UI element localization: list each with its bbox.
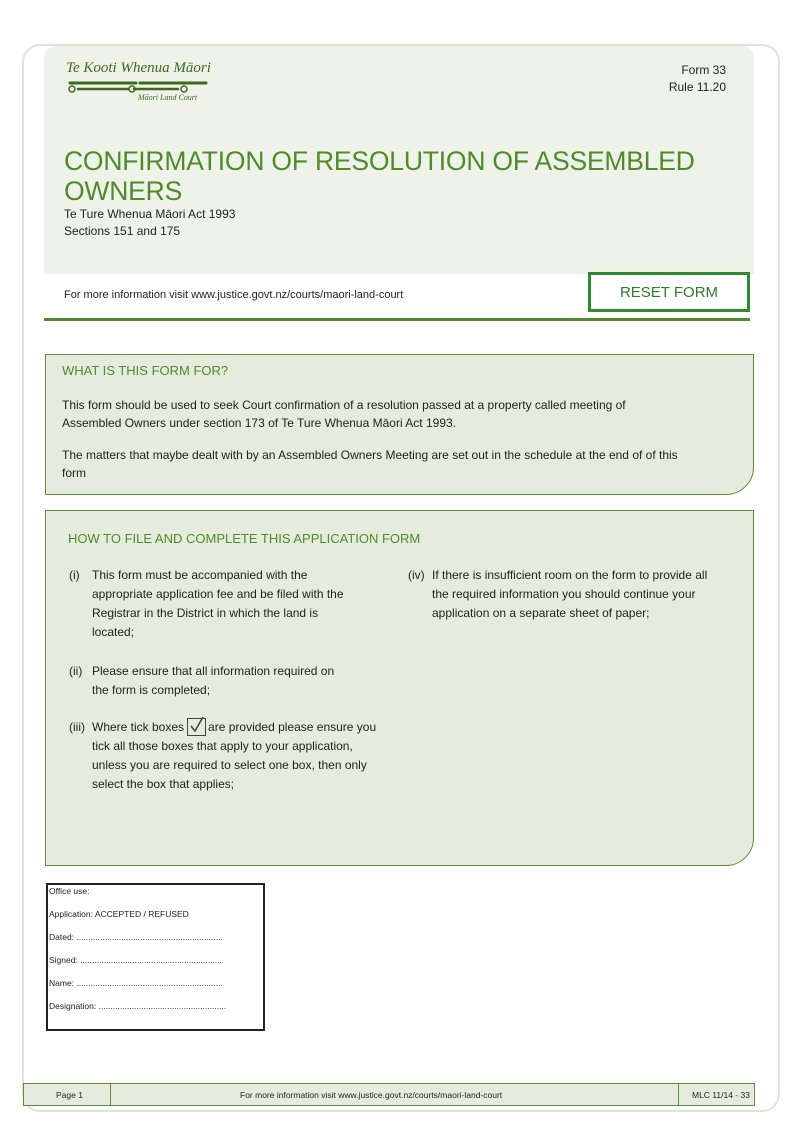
item-number: (iv) — [408, 568, 425, 582]
tick-box-example-icon — [187, 718, 206, 736]
office-signed: Signed: ............................................................ — [49, 955, 222, 965]
footer-page-number: Page 1 — [56, 1089, 83, 1100]
item-text: This form must be accompanied with the appropriate application fee and be filed with the Registrar in the District in which the land is located; — [92, 568, 344, 639]
what-for-paragraph-2: The matters that maybe dealt with by an Assembled Owners Meeting are set out in the schedule at the end of of this form — [62, 448, 678, 480]
logo-title: Te Kooti Whenua Māori — [66, 60, 211, 76]
instruction-item — [69, 662, 369, 702]
item-number: (i) — [69, 568, 80, 582]
office-dated: Dated: .............................................................. — [49, 932, 223, 942]
what-is-this-form-for-panel — [45, 354, 754, 495]
how-to-file-panel — [45, 510, 754, 866]
instruction-item — [69, 566, 369, 646]
page-footer — [23, 1083, 755, 1106]
footer-divider — [110, 1084, 111, 1105]
reset-form-button[interactable]: RESET FORM — [588, 272, 750, 312]
item-number: (iii) — [69, 720, 85, 734]
item-number: (ii) — [69, 664, 83, 678]
item-text — [92, 718, 377, 794]
footer-info: For more information visit www.justice.govt.nz/courts/maori-land-court — [240, 1089, 503, 1100]
logo-subtitle: Māori Land Court — [138, 93, 198, 102]
act-reference — [64, 206, 235, 240]
item-text-after: are provided please ensure you tick all those boxes that apply to your application, unless you are required to select one box, then only select the box that applies; — [92, 720, 377, 791]
office-name: Name: .............................................................. — [49, 978, 223, 988]
page-title: CONFIRMATION OF RESOLUTION OF ASSEMBLED OWNERS — [64, 146, 695, 206]
office-designation: Designation: ...................................................... — [49, 1001, 227, 1011]
instruction-item — [69, 718, 389, 798]
footer-divider — [678, 1084, 679, 1105]
office-use-title: Office use: — [49, 886, 90, 896]
court-logo — [66, 60, 216, 110]
form-number: Form 33 — [681, 63, 726, 77]
form-number-block — [669, 62, 726, 96]
header-divider — [44, 318, 750, 321]
instruction-item — [408, 566, 728, 626]
rule-number: Rule 11.20 — [668, 80, 726, 94]
act-name: Te Ture Whenua Māori Act 1993 — [64, 207, 236, 221]
how-to-heading: HOW TO FILE AND COMPLETE THIS APPLICATION FORM — [68, 531, 421, 546]
what-for-heading: WHAT IS THIS FORM FOR? — [62, 363, 229, 378]
footer-form-code: MLC 11/14 - 33 — [692, 1089, 750, 1100]
item-text-before: Where tick boxes — [92, 720, 185, 734]
act-sections: Sections 151 and 175 — [64, 224, 181, 238]
item-text: Please ensure that all information required on the form is completed; — [92, 664, 335, 697]
item-text: If there is insufficient room on the form to provide all the required information you should continue your application on a separate sheet of paper; — [432, 568, 708, 620]
office-application: Application: ACCEPTED / REFUSED — [49, 909, 189, 919]
what-for-paragraph-1: This form should be used to seek Court confirmation of a resolution passed at a property called meeting of Assembled Owners under section 173 of Te Ture Whenua Māori Act 1993. — [62, 398, 626, 430]
office-use-box — [46, 883, 265, 1031]
info-link-text: For more information visit www.justice.govt.nz/courts/maori-land-court — [64, 289, 404, 301]
